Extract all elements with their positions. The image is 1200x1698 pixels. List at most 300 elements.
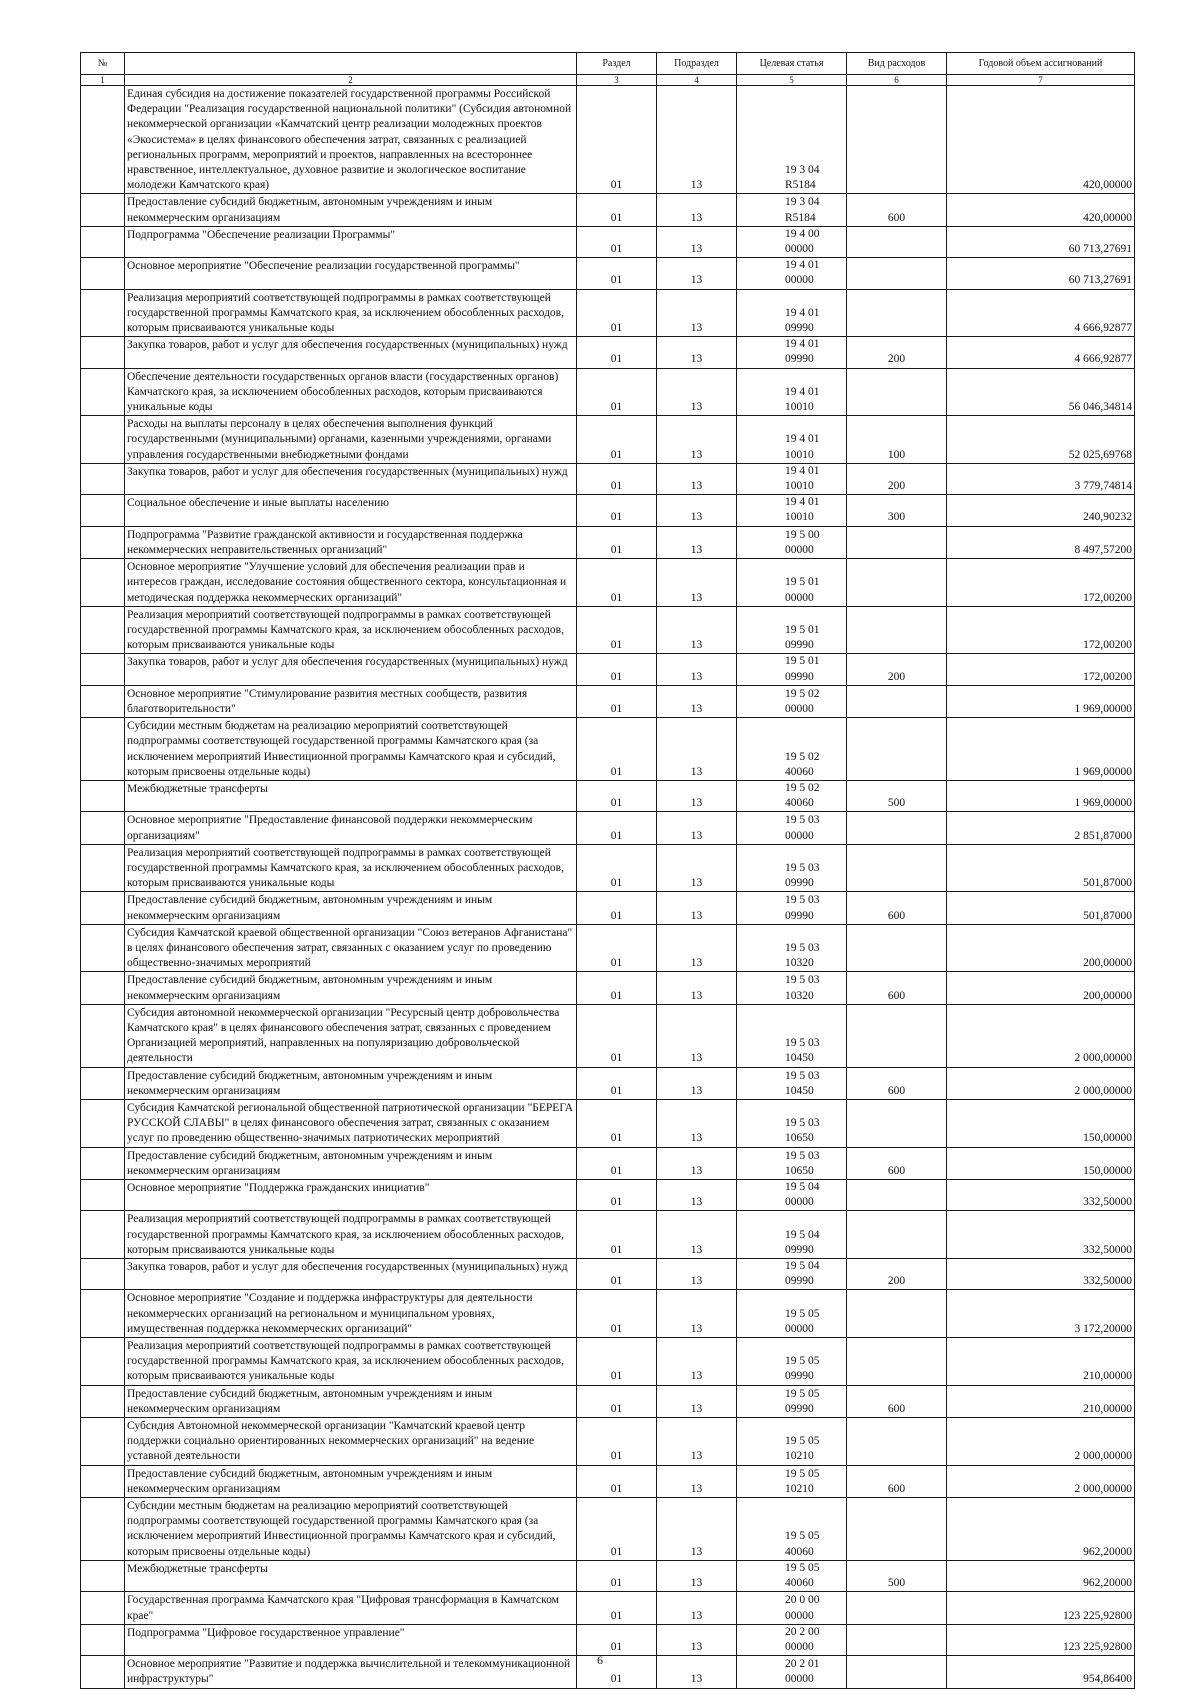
cell-razdel: 01	[577, 1067, 657, 1099]
cell-vr	[847, 1211, 947, 1259]
cell-razdel: 01	[577, 1147, 657, 1179]
cell-razdel: 01	[577, 289, 657, 337]
cell-podrazdel: 13	[657, 1592, 737, 1624]
table-row	[81, 1385, 1135, 1417]
cell-vr	[847, 1180, 947, 1211]
cell-number	[81, 606, 125, 654]
cell-razdel: 01	[577, 1338, 657, 1386]
cell-razdel: 01	[577, 226, 657, 257]
cell-name: Основное мероприятие "Стимулирование развития местных сообществ, развития благотворительности"	[125, 685, 577, 717]
cell-amount: 4 666,92877	[947, 289, 1135, 337]
header-row	[81, 53, 1135, 75]
cell-number	[81, 337, 125, 368]
cell-vr: 100	[847, 416, 947, 464]
cell-number	[81, 289, 125, 337]
cell-amount: 172,00200	[947, 559, 1135, 607]
table-row	[81, 1338, 1135, 1386]
column-number: 1	[81, 75, 125, 86]
cell-podrazdel: 13	[657, 258, 737, 289]
cell-number	[81, 1180, 125, 1211]
cell-name: Социальное обеспечение и иные выплаты населению	[125, 495, 577, 526]
cell-amount: 8 497,57200	[947, 526, 1135, 558]
cell-csr: 19 4 00 00000	[737, 226, 847, 257]
cell-number	[81, 1290, 125, 1338]
cell-csr: 19 5 03 10450	[737, 1004, 847, 1067]
cell-podrazdel: 13	[657, 226, 737, 257]
cell-amount: 240,90232	[947, 495, 1135, 526]
budget-table	[80, 52, 1135, 1689]
table-row	[81, 416, 1135, 464]
cell-name: Основное мероприятие "Обеспечение реализации государственной программы"	[125, 258, 577, 289]
cell-amount: 2 000,00000	[947, 1067, 1135, 1099]
cell-razdel: 01	[577, 526, 657, 558]
column-number: 6	[847, 75, 947, 86]
cell-number	[81, 1385, 125, 1417]
table-row	[81, 1560, 1135, 1591]
cell-podrazdel: 13	[657, 86, 737, 194]
cell-razdel: 01	[577, 812, 657, 844]
cell-podrazdel: 13	[657, 1259, 737, 1290]
table-row	[81, 685, 1135, 717]
cell-name: Предоставление субсидий бюджетным, автономным учреждениям и иным некоммерческим организациям	[125, 1067, 577, 1099]
cell-vr	[847, 289, 947, 337]
header-name	[125, 53, 577, 75]
cell-podrazdel: 13	[657, 685, 737, 717]
table-row	[81, 194, 1135, 226]
cell-csr: 19 5 03 10450	[737, 1067, 847, 1099]
cell-vr	[847, 924, 947, 972]
table-row	[81, 1624, 1135, 1655]
cell-amount: 52 025,69768	[947, 416, 1135, 464]
cell-podrazdel: 13	[657, 1004, 737, 1067]
table-row	[81, 1211, 1135, 1259]
cell-amount: 123 225,92800	[947, 1624, 1135, 1655]
cell-razdel: 01	[577, 1180, 657, 1211]
cell-vr: 200	[847, 1259, 947, 1290]
cell-csr: 19 5 03 09990	[737, 892, 847, 924]
column-number: 3	[577, 75, 657, 86]
cell-podrazdel: 13	[657, 1418, 737, 1466]
table-row	[81, 1147, 1135, 1179]
cell-amount: 200,00000	[947, 924, 1135, 972]
cell-razdel: 01	[577, 972, 657, 1004]
cell-vr: 600	[847, 1147, 947, 1179]
cell-name: Подпрограмма "Обеспечение реализации Программы"	[125, 226, 577, 257]
cell-amount: 2 000,00000	[947, 1004, 1135, 1067]
cell-number	[81, 1259, 125, 1290]
header-number: №	[81, 53, 125, 75]
cell-vr	[847, 258, 947, 289]
cell-podrazdel: 13	[657, 1656, 737, 1688]
cell-podrazdel: 13	[657, 194, 737, 226]
cell-vr: 600	[847, 1385, 947, 1417]
cell-podrazdel: 13	[657, 718, 737, 781]
cell-name: Реализация мероприятий соответствующей подпрограммы в рамках соответствующей государственной программы Камчатского края, за исключением обособленных расходов, которым присваиваются уникальные коды	[125, 844, 577, 892]
cell-vr	[847, 718, 947, 781]
cell-razdel: 01	[577, 194, 657, 226]
cell-amount: 210,00000	[947, 1385, 1135, 1417]
cell-csr: 19 3 04 R5184	[737, 86, 847, 194]
cell-name: Основное мероприятие "Предоставление финансовой поддержки некоммерческим организациям"	[125, 812, 577, 844]
table-row	[81, 463, 1135, 494]
cell-razdel: 01	[577, 685, 657, 717]
cell-name: Подпрограмма "Цифровое государственное управление"	[125, 1624, 577, 1655]
header-podrazdel: Подраздел	[657, 53, 737, 75]
column-number: 7	[947, 75, 1135, 86]
cell-podrazdel: 13	[657, 844, 737, 892]
cell-number	[81, 226, 125, 257]
cell-vr	[847, 812, 947, 844]
table-row	[81, 1004, 1135, 1067]
cell-name: Основное мероприятие "Развитие и поддержка вычислительной и телекоммуникационной инфраструктуры"	[125, 1656, 577, 1688]
cell-vr: 600	[847, 892, 947, 924]
cell-amount: 210,00000	[947, 1338, 1135, 1386]
cell-csr: 19 4 01 00000	[737, 258, 847, 289]
cell-amount: 2 000,00000	[947, 1465, 1135, 1497]
cell-podrazdel: 13	[657, 892, 737, 924]
cell-csr: 20 2 00 00000	[737, 1624, 847, 1655]
cell-vr	[847, 1592, 947, 1624]
cell-podrazdel: 13	[657, 1385, 737, 1417]
cell-name: Субсидия автономной некоммерческой организации "Ресурсный центр добровольчества Камчатского края" в целях финансового обеспечения затрат, связанных с проведением Организацией мероприятий, направленных на популяризацию добровольческой деятельности	[125, 1004, 577, 1067]
cell-number	[81, 972, 125, 1004]
table-row	[81, 1592, 1135, 1624]
cell-razdel: 01	[577, 1465, 657, 1497]
cell-amount: 332,50000	[947, 1211, 1135, 1259]
cell-podrazdel: 13	[657, 1067, 737, 1099]
cell-amount: 2 851,87000	[947, 812, 1135, 844]
cell-name: Основное мероприятие "Поддержка гражданских инициатив"	[125, 1180, 577, 1211]
column-number: 4	[657, 75, 737, 86]
cell-csr: 20 2 01 00000	[737, 1656, 847, 1688]
cell-number	[81, 685, 125, 717]
cell-name: Закупка товаров, работ и услуг для обеспечения государственных (муниципальных) нужд	[125, 337, 577, 368]
cell-name: Основное мероприятие "Создание и поддержка инфраструктуры для деятельности некоммерческих организаций на региональном и муниципальном уровнях, имущественная поддержка некоммерческих организаций"	[125, 1290, 577, 1338]
table-row	[81, 368, 1135, 416]
cell-number	[81, 892, 125, 924]
cell-amount: 123 225,92800	[947, 1592, 1135, 1624]
cell-razdel: 01	[577, 844, 657, 892]
cell-podrazdel: 13	[657, 812, 737, 844]
cell-razdel: 01	[577, 416, 657, 464]
cell-csr: 19 5 05 10210	[737, 1465, 847, 1497]
cell-csr: 20 0 00 00000	[737, 1592, 847, 1624]
table-row	[81, 1180, 1135, 1211]
cell-razdel: 01	[577, 780, 657, 811]
cell-name: Реализация мероприятий соответствующей подпрограммы в рамках соответствующей государственной программы Камчатского края, за исключением обособленных расходов, которым присваиваются уникальные коды	[125, 1338, 577, 1386]
table-row	[81, 1290, 1135, 1338]
cell-vr	[847, 226, 947, 257]
cell-name: Государственная программа Камчатского края "Цифровая трансформация в Камчатском крае"	[125, 1592, 577, 1624]
cell-number	[81, 1147, 125, 1179]
cell-vr	[847, 368, 947, 416]
cell-razdel: 01	[577, 258, 657, 289]
table-row	[81, 654, 1135, 685]
cell-number	[81, 1560, 125, 1591]
cell-amount: 60 713,27691	[947, 226, 1135, 257]
cell-csr: 19 5 04 09990	[737, 1211, 847, 1259]
cell-csr: 19 5 01 09990	[737, 606, 847, 654]
cell-csr: 19 5 03 10650	[737, 1100, 847, 1148]
cell-podrazdel: 13	[657, 526, 737, 558]
cell-amount: 4 666,92877	[947, 337, 1135, 368]
cell-podrazdel: 13	[657, 495, 737, 526]
column-number-row	[81, 75, 1135, 86]
cell-name: Межбюджетные трансферты	[125, 780, 577, 811]
header-amount: Годовой объем ассигнований	[947, 53, 1135, 75]
cell-podrazdel: 13	[657, 1290, 737, 1338]
cell-name: Реализация мероприятий соответствующей подпрограммы в рамках соответствующей государственной программы Камчатского края, за исключением обособленных расходов, которым присваиваются уникальные коды	[125, 606, 577, 654]
cell-razdel: 01	[577, 1656, 657, 1688]
table-row	[81, 1259, 1135, 1290]
header-csr: Целевая статья	[737, 53, 847, 75]
cell-vr: 500	[847, 780, 947, 811]
cell-vr	[847, 1338, 947, 1386]
cell-number	[81, 1418, 125, 1466]
cell-amount: 420,00000	[947, 86, 1135, 194]
cell-csr: 19 5 03 10650	[737, 1147, 847, 1179]
table-row	[81, 495, 1135, 526]
cell-razdel: 01	[577, 1100, 657, 1148]
cell-amount: 962,20000	[947, 1498, 1135, 1561]
cell-name: Предоставление субсидий бюджетным, автономным учреждениям и иным некоммерческим организациям	[125, 1147, 577, 1179]
cell-csr: 19 4 01 09990	[737, 289, 847, 337]
cell-amount: 3 172,20000	[947, 1290, 1135, 1338]
cell-name: Предоставление субсидий бюджетным, автономным учреждениям и иным некоммерческим организациям	[125, 892, 577, 924]
table-body	[81, 86, 1135, 1689]
cell-number	[81, 368, 125, 416]
cell-csr: 19 5 04 09990	[737, 1259, 847, 1290]
column-number: 2	[125, 75, 577, 86]
cell-razdel: 01	[577, 86, 657, 194]
cell-amount: 501,87000	[947, 892, 1135, 924]
cell-podrazdel: 13	[657, 1338, 737, 1386]
cell-podrazdel: 13	[657, 463, 737, 494]
cell-podrazdel: 13	[657, 368, 737, 416]
cell-razdel: 01	[577, 718, 657, 781]
header-razdel: Раздел	[577, 53, 657, 75]
cell-name: Реализация мероприятий соответствующей подпрограммы в рамках соответствующей государственной программы Камчатского края, за исключением обособленных расходов, которым присваиваются уникальные коды	[125, 1211, 577, 1259]
cell-razdel: 01	[577, 1211, 657, 1259]
cell-amount: 501,87000	[947, 844, 1135, 892]
table-row	[81, 1498, 1135, 1561]
cell-vr: 200	[847, 654, 947, 685]
cell-razdel: 01	[577, 1259, 657, 1290]
table-row	[81, 718, 1135, 781]
cell-csr: 19 5 03 10320	[737, 924, 847, 972]
cell-vr	[847, 1624, 947, 1655]
cell-razdel: 01	[577, 1385, 657, 1417]
cell-number	[81, 718, 125, 781]
cell-name: Закупка товаров, работ и услуг для обеспечения государственных (муниципальных) нужд	[125, 654, 577, 685]
cell-csr: 19 4 01 10010	[737, 416, 847, 464]
cell-name: Обеспечение деятельности государственных органов власти (государственных органов) Камчатского края, за исключением обособленных расходов, которым присваиваются уникальные коды	[125, 368, 577, 416]
cell-vr	[847, 844, 947, 892]
table-row	[81, 258, 1135, 289]
cell-amount: 1 969,00000	[947, 685, 1135, 717]
cell-csr: 19 5 05 09990	[737, 1385, 847, 1417]
cell-name: Предоставление субсидий бюджетным, автономным учреждениям и иным некоммерческим организациям	[125, 1385, 577, 1417]
cell-amount: 172,00200	[947, 654, 1135, 685]
cell-amount: 332,50000	[947, 1180, 1135, 1211]
cell-number	[81, 526, 125, 558]
cell-csr: 19 5 05 00000	[737, 1290, 847, 1338]
cell-razdel: 01	[577, 495, 657, 526]
cell-csr: 19 5 02 40060	[737, 718, 847, 781]
cell-amount: 60 713,27691	[947, 258, 1135, 289]
cell-number	[81, 1624, 125, 1655]
table-row	[81, 972, 1135, 1004]
table-row	[81, 559, 1135, 607]
cell-razdel: 01	[577, 1004, 657, 1067]
cell-name: Субсидия Камчатской краевой общественной организации "Союз ветеранов Афганистана" в целях финансового обеспечения затрат, связанных с оказанием услуг по проведению общественно-значимых мероприятий	[125, 924, 577, 972]
table-row	[81, 924, 1135, 972]
table-row	[81, 1100, 1135, 1148]
cell-name: Реализация мероприятий соответствующей подпрограммы в рамках соответствующей государственной программы Камчатского края, за исключением обособленных расходов, которым присваиваются уникальные коды	[125, 289, 577, 337]
cell-number	[81, 86, 125, 194]
cell-name: Предоставление субсидий бюджетным, автономным учреждениям и иным некоммерческим организациям	[125, 1465, 577, 1497]
cell-number	[81, 924, 125, 972]
header-vr: Вид расходов	[847, 53, 947, 75]
cell-number	[81, 1100, 125, 1148]
table-row	[81, 1067, 1135, 1099]
cell-csr: 19 4 01 09990	[737, 337, 847, 368]
cell-name: Предоставление субсидий бюджетным, автономным учреждениям и иным некоммерческим организациям	[125, 972, 577, 1004]
cell-name: Межбюджетные трансферты	[125, 1560, 577, 1591]
cell-vr: 600	[847, 1465, 947, 1497]
cell-vr: 300	[847, 495, 947, 526]
cell-number	[81, 1067, 125, 1099]
cell-vr	[847, 606, 947, 654]
table-row	[81, 606, 1135, 654]
cell-razdel: 01	[577, 1290, 657, 1338]
cell-csr: 19 3 04 R5184	[737, 194, 847, 226]
cell-amount: 332,50000	[947, 1259, 1135, 1290]
cell-number	[81, 844, 125, 892]
cell-podrazdel: 13	[657, 924, 737, 972]
cell-name: Закупка товаров, работ и услуг для обеспечения государственных (муниципальных) нужд	[125, 463, 577, 494]
cell-number	[81, 495, 125, 526]
table-row	[81, 844, 1135, 892]
cell-podrazdel: 13	[657, 1147, 737, 1179]
cell-razdel: 01	[577, 559, 657, 607]
cell-razdel: 01	[577, 463, 657, 494]
table-row	[81, 226, 1135, 257]
cell-csr: 19 5 01 00000	[737, 559, 847, 607]
cell-podrazdel: 13	[657, 606, 737, 654]
cell-amount: 962,20000	[947, 1560, 1135, 1591]
cell-podrazdel: 13	[657, 559, 737, 607]
cell-csr: 19 5 05 10210	[737, 1418, 847, 1466]
table-row	[81, 812, 1135, 844]
cell-name: Субсидия Автономной некоммерческой организации "Камчатский краевой центр поддержки социально ориентированных некоммерческих организаций" на ведение уставной деятельности	[125, 1418, 577, 1466]
cell-podrazdel: 13	[657, 1560, 737, 1591]
cell-csr: 19 5 05 40060	[737, 1560, 847, 1591]
cell-podrazdel: 13	[657, 289, 737, 337]
table-row	[81, 526, 1135, 558]
cell-number	[81, 194, 125, 226]
cell-amount: 420,00000	[947, 194, 1135, 226]
cell-amount: 1 969,00000	[947, 718, 1135, 781]
table-row	[81, 1418, 1135, 1466]
cell-razdel: 01	[577, 1418, 657, 1466]
cell-amount: 200,00000	[947, 972, 1135, 1004]
cell-podrazdel: 13	[657, 337, 737, 368]
cell-vr	[847, 685, 947, 717]
cell-csr: 19 5 04 00000	[737, 1180, 847, 1211]
cell-name: Субсидия Камчатской региональной общественной патриотической организации "БЕРЕГА РУССКОЙ СЛАВЫ" в целях финансового обеспечения затрат, связанных с оказанием услуг по проведению общественно-значимых патриотических мероприятий	[125, 1100, 577, 1148]
cell-number	[81, 1004, 125, 1067]
cell-razdel: 01	[577, 1498, 657, 1561]
cell-name: Субсидии местным бюджетам на реализацию мероприятий соответствующей подпрограммы соответствующей государственной программы Камчатского края (за исключением мероприятий Инвестиционной программы Камчатского края и субсидий, которым присвоены отдельные коды)	[125, 1498, 577, 1561]
cell-podrazdel: 13	[657, 1624, 737, 1655]
cell-podrazdel: 13	[657, 416, 737, 464]
cell-razdel: 01	[577, 892, 657, 924]
cell-vr	[847, 526, 947, 558]
table-row	[81, 86, 1135, 194]
cell-podrazdel: 13	[657, 1100, 737, 1148]
cell-podrazdel: 13	[657, 972, 737, 1004]
cell-amount: 150,00000	[947, 1147, 1135, 1179]
cell-name: Единая субсидия на достижение показателей государственной программы Российской Федерации "Реализация государственной национальной политики" (Субсидия автономной некоммерческой организации «Камчатский центр реализации молодежных проектов «Экосистема» в целях финансового обеспечения затрат, связанных с реализацией региональных программ, мероприятий и проектов, направленных на всестороннее нравственное, интеллектуальное, духовное развитие и экологическое воспитание молодежи Камчатского края)	[125, 86, 577, 194]
cell-csr: 19 4 01 10010	[737, 495, 847, 526]
cell-vr	[847, 1418, 947, 1466]
cell-vr	[847, 1290, 947, 1338]
cell-number	[81, 1498, 125, 1561]
cell-csr: 19 5 02 40060	[737, 780, 847, 811]
cell-amount: 172,00200	[947, 606, 1135, 654]
cell-amount: 1 969,00000	[947, 780, 1135, 811]
cell-razdel: 01	[577, 924, 657, 972]
cell-number	[81, 463, 125, 494]
cell-name: Предоставление субсидий бюджетным, автономным учреждениям и иным некоммерческим организациям	[125, 194, 577, 226]
table-row	[81, 892, 1135, 924]
cell-csr: 19 5 03 09990	[737, 844, 847, 892]
cell-name: Основное мероприятие "Улучшение условий для обеспечения реализации прав и интересов граждан, исследование состояния общественного сектора, консультационная и методическая поддержка некоммерческих организаций"	[125, 559, 577, 607]
table-row	[81, 1465, 1135, 1497]
cell-number	[81, 1211, 125, 1259]
cell-number	[81, 1465, 125, 1497]
column-number: 5	[737, 75, 847, 86]
cell-name: Подпрограмма "Развитие гражданской активности и государственная поддержка некоммерческих неправительственных организаций"	[125, 526, 577, 558]
cell-podrazdel: 13	[657, 1465, 737, 1497]
table-header	[81, 53, 1135, 86]
cell-vr: 200	[847, 337, 947, 368]
cell-razdel: 01	[577, 1560, 657, 1591]
cell-podrazdel: 13	[657, 780, 737, 811]
cell-podrazdel: 13	[657, 1498, 737, 1561]
page-number: 6	[597, 1653, 603, 1667]
cell-amount: 56 046,34814	[947, 368, 1135, 416]
cell-number	[81, 812, 125, 844]
cell-csr: 19 5 00 00000	[737, 526, 847, 558]
cell-csr: 19 5 05 09990	[737, 1338, 847, 1386]
cell-razdel: 01	[577, 1624, 657, 1655]
cell-csr: 19 5 03 10320	[737, 972, 847, 1004]
table-row	[81, 780, 1135, 811]
cell-number	[81, 258, 125, 289]
cell-number	[81, 559, 125, 607]
cell-vr	[847, 1498, 947, 1561]
cell-csr: 19 5 01 09990	[737, 654, 847, 685]
cell-razdel: 01	[577, 368, 657, 416]
cell-vr: 500	[847, 1560, 947, 1591]
cell-amount: 3 779,74814	[947, 463, 1135, 494]
cell-amount: 954,86400	[947, 1656, 1135, 1688]
cell-name: Закупка товаров, работ и услуг для обеспечения государственных (муниципальных) нужд	[125, 1259, 577, 1290]
cell-csr: 19 5 05 40060	[737, 1498, 847, 1561]
cell-vr: 600	[847, 972, 947, 1004]
